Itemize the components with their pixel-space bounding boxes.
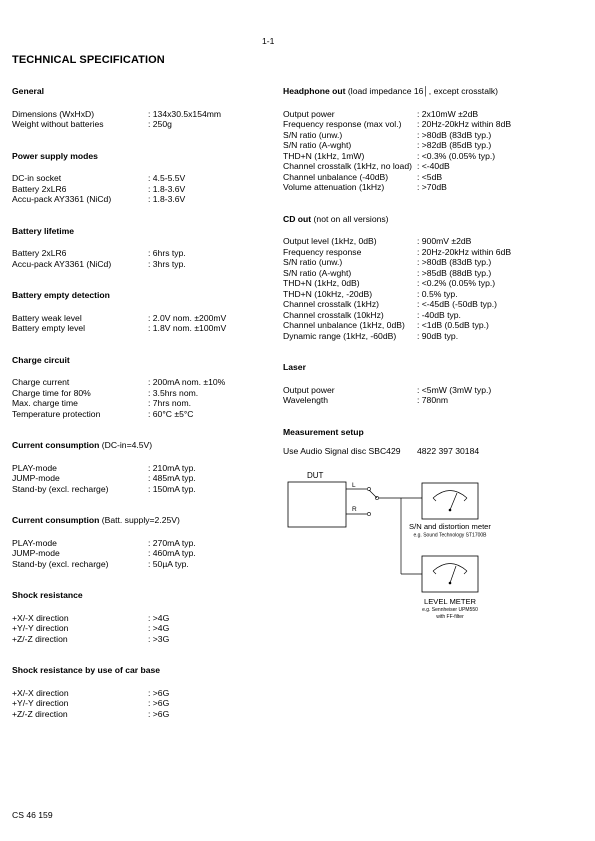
spec-row bbox=[283, 119, 583, 130]
spec-value: : 150mA typ. bbox=[148, 483, 196, 494]
spec-row bbox=[283, 151, 583, 162]
spec-row bbox=[12, 184, 272, 195]
spec-row bbox=[12, 409, 272, 420]
spec-value: : <1dB (0.5dB typ.) bbox=[417, 320, 489, 330]
spec-value: : 20Hz-20kHz within 8dB bbox=[417, 119, 512, 129]
spec-value: : -40dB typ. bbox=[417, 309, 461, 320]
spec-row bbox=[283, 385, 583, 396]
spec-label: Output level (1kHz, 0dB) bbox=[283, 236, 377, 246]
spec-value: : 6hrs typ. bbox=[148, 248, 186, 258]
spec-value: : >6G bbox=[148, 687, 170, 698]
spec-section bbox=[12, 355, 272, 420]
section-heading bbox=[12, 226, 272, 237]
spec-label: Output power bbox=[283, 384, 335, 395]
page-title: TECHNICAL SPECIFICATION bbox=[12, 54, 165, 66]
spec-label: Accu-pack AY3361 (NiCd) bbox=[12, 258, 112, 269]
spec-row bbox=[12, 688, 272, 699]
spec-row bbox=[12, 388, 272, 399]
level-meter-example: e.g. Sennheiser UPM550 bbox=[422, 607, 478, 613]
spec-value: : >4G bbox=[148, 612, 170, 623]
section-heading bbox=[12, 590, 272, 601]
spec-row bbox=[283, 172, 583, 183]
spec-row bbox=[12, 313, 272, 324]
spec-value: : >6G bbox=[148, 698, 170, 708]
spec-value: : 270mA typ. bbox=[148, 537, 196, 548]
spec-section bbox=[12, 86, 272, 130]
spec-label: Wavelength bbox=[283, 395, 329, 405]
section-heading bbox=[12, 151, 272, 162]
spec-label: PLAY-mode bbox=[12, 537, 57, 548]
section-heading bbox=[12, 355, 272, 366]
spec-label: S/N ratio (A-wght) bbox=[283, 267, 352, 278]
spec-value: : <-40dB bbox=[417, 161, 450, 171]
section-heading-condition: (Batt. supply=2.25V) bbox=[99, 515, 180, 525]
spec-section bbox=[12, 226, 272, 270]
distortion-meter-title: S/N and distortion meter bbox=[409, 522, 491, 531]
spec-row bbox=[283, 140, 583, 151]
section-heading bbox=[283, 86, 583, 97]
spec-label: S/N ratio (unw.) bbox=[283, 257, 343, 267]
section-heading bbox=[12, 440, 272, 451]
section-heading bbox=[12, 290, 272, 301]
spec-section bbox=[12, 665, 272, 719]
spec-label: Volume attenuation (1kHz) bbox=[283, 182, 385, 192]
spec-row bbox=[12, 248, 272, 259]
spec-label: Battery 2xLR6 bbox=[12, 248, 67, 258]
spec-label: Charge time for 80% bbox=[12, 387, 91, 398]
spec-section bbox=[283, 86, 583, 193]
spec-value: : 200mA nom. ±10% bbox=[148, 377, 226, 387]
spec-row bbox=[283, 130, 583, 141]
section-heading-condition: (DC-in=4.5V) bbox=[99, 440, 153, 450]
spec-label: +X/-X direction bbox=[12, 687, 69, 698]
left-spec-column bbox=[12, 86, 272, 740]
spec-row bbox=[12, 109, 272, 120]
section-heading-title: General bbox=[12, 86, 45, 96]
spec-value: : >80dB (83dB typ.) bbox=[417, 129, 492, 140]
spec-value: : 3.5hrs nom. bbox=[148, 387, 199, 398]
section-heading-title: Charge circuit bbox=[12, 354, 70, 365]
spec-value: : <0.2% (0.05% typ.) bbox=[417, 278, 496, 288]
section-heading-title: Current consumption bbox=[12, 440, 100, 450]
spec-row bbox=[283, 161, 583, 172]
spec-row bbox=[283, 320, 583, 331]
left-channel-label: L bbox=[352, 482, 356, 489]
spec-row bbox=[12, 398, 272, 409]
spec-label: PLAY-mode bbox=[12, 462, 57, 473]
section-heading-title: Battery empty detection bbox=[12, 290, 110, 300]
spec-row bbox=[283, 236, 583, 247]
spec-label: +Z/-Z direction bbox=[12, 708, 68, 719]
spec-label: Accu-pack AY3361 (NiCd) bbox=[12, 194, 112, 204]
spec-value: : >82dB (85dB typ.) bbox=[417, 140, 492, 150]
section-heading bbox=[283, 362, 583, 373]
spec-value: : 2x10mW ±2dB bbox=[417, 108, 479, 119]
section-heading bbox=[12, 515, 272, 526]
spec-row bbox=[12, 473, 272, 484]
spec-label: Dimensions (WxHxD) bbox=[12, 108, 95, 119]
spec-value: : 90dB typ. bbox=[417, 330, 459, 341]
dut-label: DUT bbox=[307, 471, 324, 480]
spec-label: Channel crosstalk (1kHz, no load) bbox=[283, 161, 412, 171]
spec-label: +Y/-Y direction bbox=[12, 623, 69, 633]
spec-section bbox=[12, 151, 272, 205]
spec-value: : 3hrs typ. bbox=[148, 258, 186, 269]
spec-row bbox=[283, 395, 583, 406]
spec-label: Battery 2xLR6 bbox=[12, 183, 67, 194]
spec-value: : 134x30.5x154mm bbox=[148, 108, 222, 119]
spec-label: Max. charge time bbox=[12, 398, 78, 408]
spec-value: : >4G bbox=[148, 623, 170, 633]
spec-label: Frequency response bbox=[283, 246, 362, 257]
spec-value: : >3G bbox=[148, 633, 170, 644]
spec-label: JUMP-mode bbox=[12, 473, 60, 483]
spec-row bbox=[283, 109, 583, 120]
level-meter-box bbox=[422, 556, 478, 592]
spec-value: : 4.5-5.5V bbox=[148, 173, 186, 183]
spec-label: Charge current bbox=[12, 377, 70, 387]
spec-row bbox=[283, 247, 583, 258]
spec-row bbox=[12, 259, 272, 270]
spec-section bbox=[283, 214, 583, 342]
spec-value: : 460mA typ. bbox=[148, 548, 196, 558]
spec-section bbox=[12, 440, 272, 494]
spec-row bbox=[12, 634, 272, 645]
spec-value: : >70dB bbox=[417, 182, 447, 192]
spec-row bbox=[12, 613, 272, 624]
spec-row bbox=[283, 278, 583, 289]
spec-value: : >85dB (88dB typ.) bbox=[417, 267, 492, 278]
spec-label: Use Audio Signal disc SBC429 bbox=[283, 446, 401, 456]
document-code: CS 46 159 bbox=[12, 810, 53, 820]
spec-row bbox=[12, 377, 272, 388]
spec-row bbox=[12, 559, 272, 570]
spec-value: : <5mW (3mW typ.) bbox=[417, 384, 492, 395]
section-heading-title: Shock resistance by use of car base bbox=[12, 665, 161, 675]
spec-row bbox=[12, 698, 272, 709]
level-meter-title: LEVEL METER bbox=[423, 597, 477, 606]
section-heading-title: Measurement setup bbox=[283, 426, 364, 437]
spec-label: Channel unbalance (1kHz, 0dB) bbox=[283, 320, 405, 330]
section-heading bbox=[283, 214, 583, 225]
spec-value: : 50µA typ. bbox=[148, 558, 189, 569]
spec-value: : 60°C ±5°C bbox=[148, 408, 194, 419]
spec-value: : >80dB (83dB typ.) bbox=[417, 257, 492, 267]
spec-label: Temperature protection bbox=[12, 408, 101, 419]
spec-value: : 1.8V nom. ±100mV bbox=[148, 323, 227, 333]
section-heading-title: Battery lifetime bbox=[12, 225, 75, 236]
section-heading-title: Current consumption bbox=[12, 515, 100, 525]
measurement-setup-diagram bbox=[283, 470, 543, 630]
section-heading-title: CD out bbox=[283, 213, 312, 224]
section-heading bbox=[283, 427, 583, 438]
spec-label: Channel unbalance (-40dB) bbox=[283, 171, 389, 182]
spec-label: S/N ratio (unw.) bbox=[283, 129, 343, 140]
spec-label: +X/-X direction bbox=[12, 612, 69, 623]
spec-value: : 900mV ±2dB bbox=[417, 236, 472, 246]
spec-section bbox=[283, 427, 583, 457]
spec-row bbox=[12, 323, 272, 334]
spec-label: Output power bbox=[283, 108, 335, 119]
spec-value: : <5dB bbox=[417, 171, 443, 182]
spec-label: Stand-by (excl. recharge) bbox=[12, 483, 109, 494]
distortion-meter-example: e.g. Sound Technology ST1700B bbox=[413, 532, 487, 539]
spec-row bbox=[283, 268, 583, 279]
spec-label: Channel crosstalk (1kHz) bbox=[283, 299, 379, 309]
section-heading-condition: (load impedance 16│, except crosstalk) bbox=[345, 86, 499, 96]
spec-value: : 250g bbox=[148, 119, 172, 129]
spec-row bbox=[12, 173, 272, 184]
spec-label: +Z/-Z direction bbox=[12, 633, 68, 644]
spec-value: : 1.8-3.6V bbox=[148, 194, 186, 204]
spec-label: Frequency response (max vol.) bbox=[283, 119, 402, 129]
spec-value: : 485mA typ. bbox=[148, 473, 196, 483]
spec-value: : 20Hz-20kHz within 6dB bbox=[417, 246, 512, 257]
spec-value: : <0.3% (0.05% typ.) bbox=[417, 150, 496, 161]
section-heading bbox=[12, 86, 272, 97]
page-number: 1-1 bbox=[262, 36, 275, 46]
spec-label: Stand-by (excl. recharge) bbox=[12, 558, 109, 569]
spec-row bbox=[12, 548, 272, 559]
spec-row bbox=[283, 310, 583, 321]
right-spec-column bbox=[283, 86, 583, 478]
spec-label: THD+N (1kHz, 0dB) bbox=[283, 278, 360, 288]
spec-section bbox=[283, 362, 583, 406]
spec-label: Battery empty level bbox=[12, 323, 86, 333]
spec-label: Dynamic range (1kHz, -60dB) bbox=[283, 330, 397, 341]
spec-value: : <-45dB (-50dB typ.) bbox=[417, 299, 498, 309]
section-heading-title: Shock resistance bbox=[12, 590, 83, 600]
spec-label: Channel crosstalk (10kHz) bbox=[283, 309, 384, 320]
spec-label: S/N ratio (A-wght) bbox=[283, 140, 352, 150]
spec-value: : 7hrs nom. bbox=[148, 398, 191, 408]
section-heading-condition: (not on all versions) bbox=[311, 213, 389, 224]
spec-label: THD+N (1kHz, 1mW) bbox=[283, 150, 365, 161]
distortion-meter-box bbox=[422, 483, 478, 519]
spec-row bbox=[12, 463, 272, 474]
spec-row bbox=[283, 182, 583, 193]
switch-lever bbox=[369, 490, 377, 498]
spec-value: : 1.8-3.6V bbox=[148, 183, 186, 194]
spec-value: 4822 397 30184 bbox=[417, 446, 480, 456]
spec-value: : 210mA typ. bbox=[148, 462, 196, 473]
spec-row bbox=[12, 484, 272, 495]
dut-box bbox=[288, 482, 346, 527]
section-heading-title: Headphone out bbox=[283, 86, 346, 96]
right-channel-label: R bbox=[352, 506, 357, 513]
spec-row bbox=[12, 709, 272, 720]
spec-label: Weight without batteries bbox=[12, 119, 104, 129]
spec-label: Battery weak level bbox=[12, 312, 82, 323]
spec-label: THD+N (10kHz, -20dB) bbox=[283, 288, 373, 299]
spec-row bbox=[12, 119, 272, 130]
spec-value: : 780nm bbox=[417, 395, 449, 405]
spec-row bbox=[12, 623, 272, 634]
section-heading-title: Power supply modes bbox=[12, 150, 98, 161]
spec-row bbox=[283, 257, 583, 268]
spec-value: : 0.5% typ. bbox=[417, 288, 458, 299]
section-heading-title: Laser bbox=[283, 362, 306, 372]
spec-value: : 2.0V nom. ±200mV bbox=[148, 312, 227, 323]
spec-row bbox=[283, 446, 583, 457]
spec-row bbox=[12, 194, 272, 205]
spec-row bbox=[283, 289, 583, 300]
spec-section bbox=[12, 290, 272, 334]
spec-row bbox=[12, 538, 272, 549]
spec-row bbox=[283, 331, 583, 342]
spec-section bbox=[12, 590, 272, 644]
spec-value: : >6G bbox=[148, 708, 170, 719]
switch-contact-r bbox=[367, 512, 370, 515]
spec-label: JUMP-mode bbox=[12, 548, 60, 558]
spec-label: DC-in socket bbox=[12, 173, 62, 183]
section-heading bbox=[12, 665, 272, 676]
spec-section bbox=[12, 515, 272, 569]
spec-row bbox=[283, 299, 583, 310]
level-meter-filter: with FF-filter bbox=[436, 614, 464, 620]
spec-label: +Y/-Y direction bbox=[12, 698, 69, 708]
